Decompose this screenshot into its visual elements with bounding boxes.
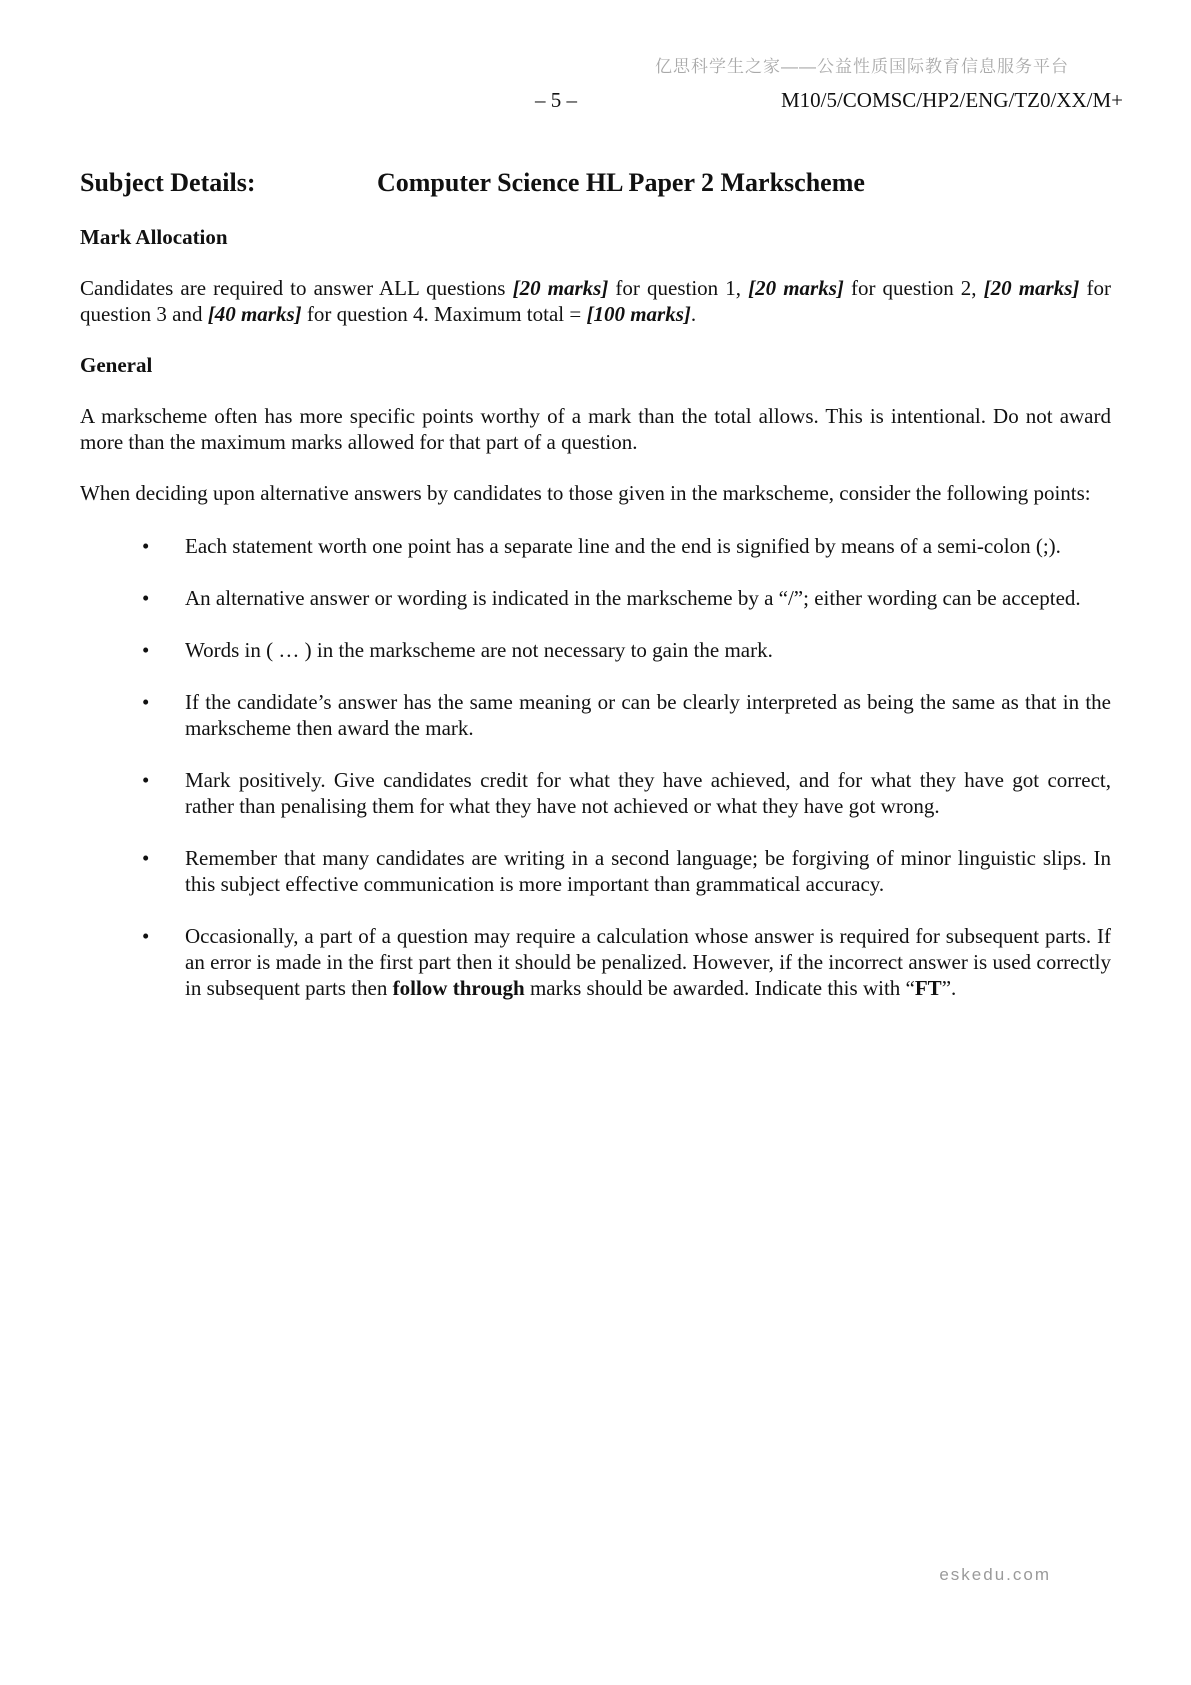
mark-allocation-paragraph [80, 275, 1111, 327]
text-segment: [20 marks] [512, 276, 609, 300]
page-number: – 5 – [535, 88, 577, 112]
general-paragraph-1: A markscheme often has more specific points worthy of a mark than the total allows. This is intentional. Do not award more than the maximum marks allowed for that part of a question. [80, 404, 1111, 454]
text-segment: for question 2, [843, 276, 984, 300]
text-segment: Remember that many candidates are writing in a second language; be forgiving of minor linguistic slips. In this subject effective communication is more important than grammatical accuracy. [185, 846, 1111, 896]
watermark-bottom: eskedu.com [939, 1565, 1051, 1584]
text-segment: marks should be awarded. Indicate this with “ [524, 976, 915, 1000]
text-segment: If the candidate’s answer has the same meaning or can be clearly interpreted as being the same as that in the markscheme then award the mark. [185, 690, 1111, 740]
text-segment: An alternative answer or wording is indicated in the markscheme by a “/”; either wording can be accepted. [185, 586, 1081, 610]
text-segment: Words in ( … ) in the markscheme are not necessary to gain the mark. [185, 638, 773, 662]
general-bullet-list [80, 533, 1111, 1001]
bullet-item-follow-through [80, 923, 1111, 1001]
text-segment: [20 marks] [748, 276, 844, 300]
text-segment: follow through [392, 976, 525, 1000]
subject-details-value: Computer Science HL Paper 2 Markscheme [377, 168, 865, 197]
text-segment: for question 3 and [80, 276, 1111, 326]
general-paragraph-2: When deciding upon alternative answers by candidates to those given in the markscheme, consider the following points: [80, 481, 1091, 505]
bullet-item-second-language [80, 845, 1111, 897]
text-segment: [20 marks] [983, 276, 1080, 300]
text-segment: ”. [941, 976, 957, 1000]
document-body [80, 168, 1111, 1027]
text-segment: [40 marks] [207, 302, 302, 326]
text-segment: . [690, 302, 697, 326]
bullet-item-words-in-parentheses [80, 637, 1111, 663]
subject-title-row [80, 168, 1111, 198]
bullet-item-mark-positively [80, 767, 1111, 819]
text-segment: FT [914, 976, 942, 1000]
text-segment: Candidates are required to answer ALL questions [80, 276, 513, 300]
paper-code: M10/5/COMSC/HP2/ENG/TZ0/XX/M+ [780, 88, 1123, 112]
text-segment: for question 1, [608, 276, 749, 300]
text-segment: Each statement worth one point has a separate line and the end is signified by means of a semi-colon (;). [185, 534, 1061, 558]
text-segment: for question 4. Maximum total = [301, 302, 587, 326]
bullet-item-semicolon [80, 533, 1111, 559]
bullet-item-alternative-wording [80, 585, 1111, 611]
page-header [80, 88, 1123, 116]
general-heading: General [80, 353, 153, 377]
bullet-item-same-meaning [80, 689, 1111, 741]
text-segment: Mark positively. Give candidates credit for what they have achieved, and for what they have got correct, rather than penalising them for what they have not achieved or what they have got wrong. [185, 768, 1111, 818]
watermark-top: 亿思科学生之家——公益性质国际教育信息服务平台 [655, 57, 1069, 76]
text-segment: Occasionally, a part of a question may require a calculation whose answer is required for subsequent parts. If an error is made in the first part then it should be penalized. However, if the incorrect answer is used correctly in subsequent parts then [185, 924, 1111, 1000]
text-segment: [100 marks] [586, 302, 691, 326]
subject-details-label: Subject Details: [80, 168, 256, 197]
mark-allocation-heading: Mark Allocation [80, 225, 228, 249]
